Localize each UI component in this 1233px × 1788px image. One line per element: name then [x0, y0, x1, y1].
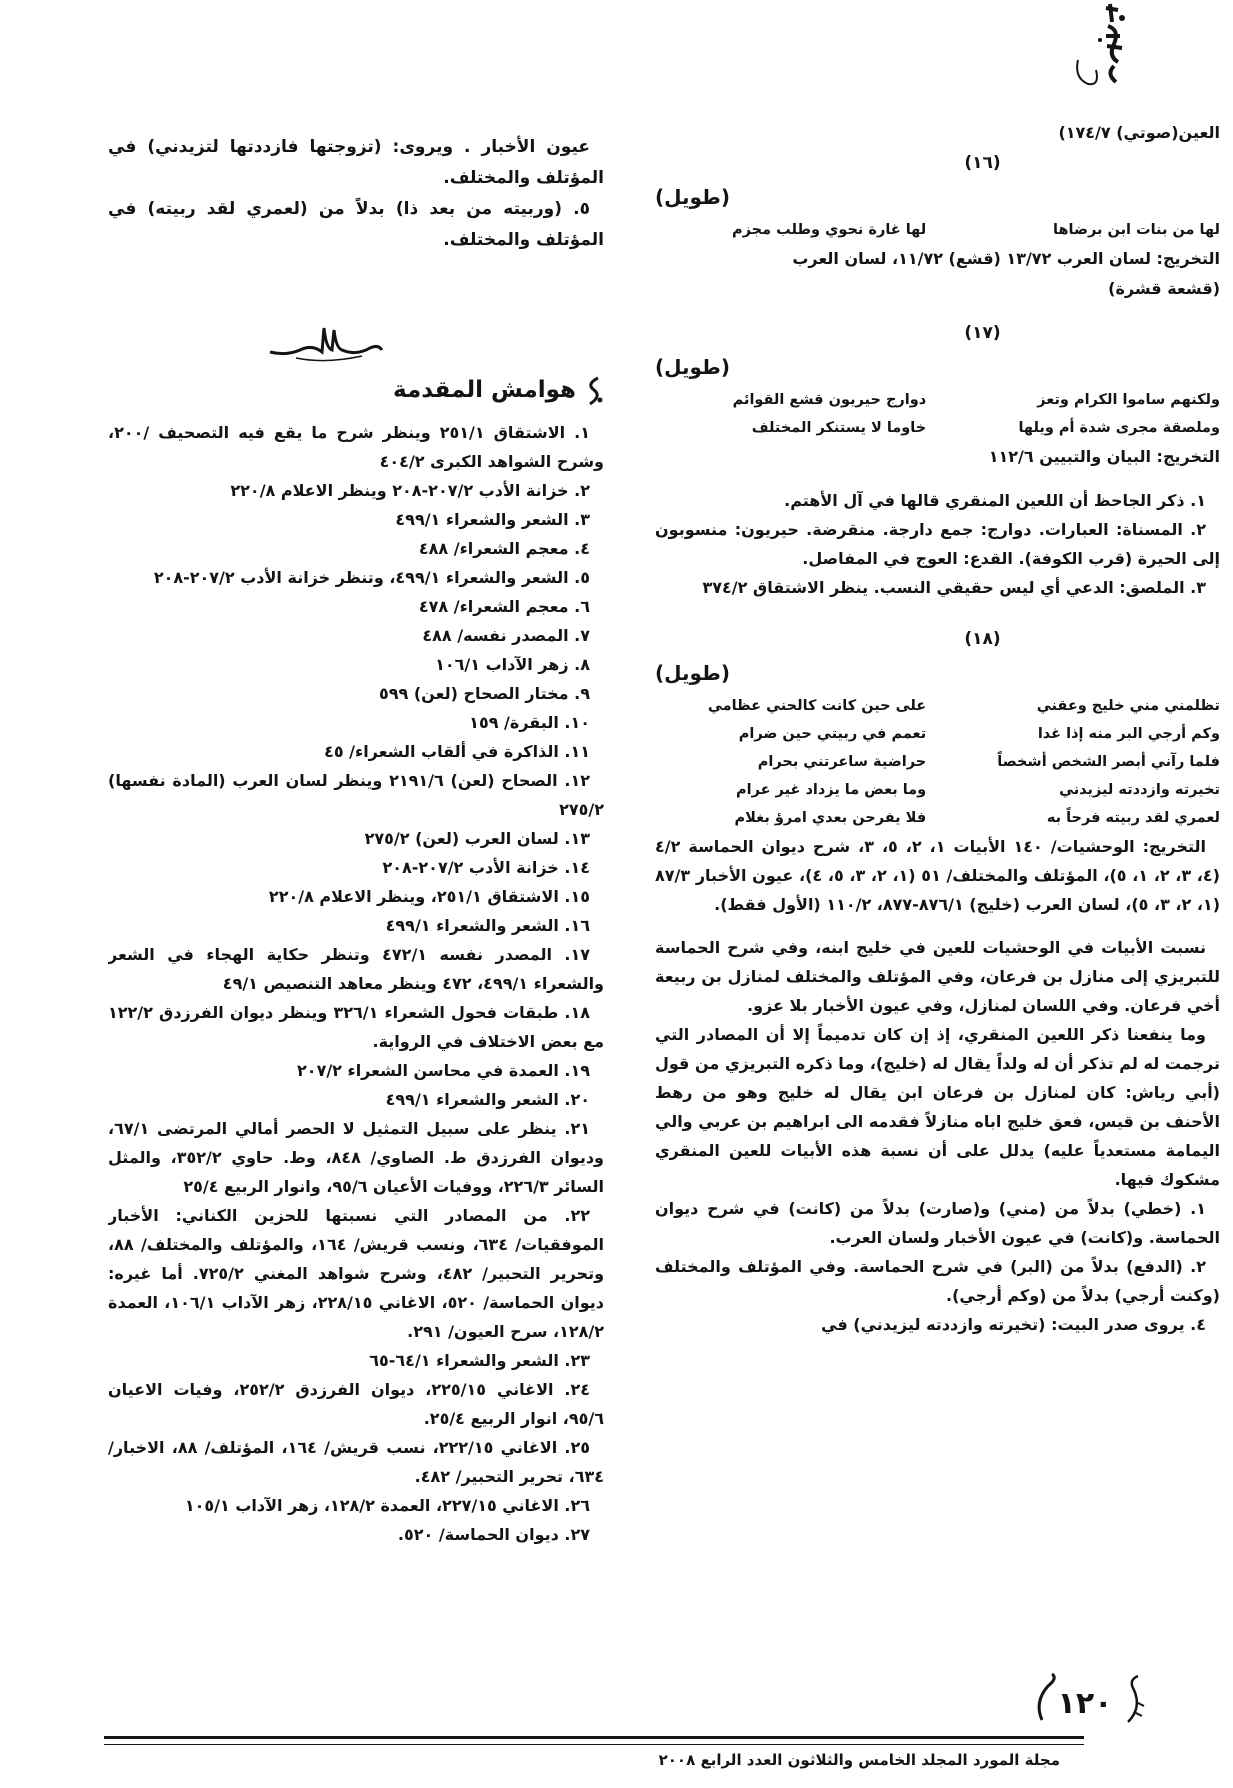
footnote: ٨. زهر الآداب ١٠٦/١	[435, 655, 590, 674]
verse-first-hemistich: تظلمني مني خليج وعقني	[1036, 698, 1220, 714]
poem-note: ١. ذكر الجاحظ أن اللعين المنقري قالها في آل الأهتم.	[784, 491, 1206, 510]
footnote: ٢٢. من المصادر التي نسبتها للحزين الكناني: الأخبار الموفقيات/ ٦٣٤، ونسب قريش/ ١٦٤، والمؤتلف والمختلف/ ٨٨، وتحرير التحبير/ ٤٨٢، وشرح شواهد المغني ٧٢٥/٢. أما غيره: ديوان الحماسة/ ٥٢٠، الاغاني ٢٢٨/١٥، زهر الآداب ١٠٦/١، العمدة ١٢٨/٢، سرح العيون/ ٢٩١.	[108, 1206, 604, 1341]
poem-number: (١٦)	[964, 153, 1001, 173]
continued-note: ٥. (وربيته من بعد ذا) بدلاً من (لعمري لقد ربيته) في المؤتلف والمختلف.	[108, 199, 604, 250]
footnote: ٥. الشعر والشعراء ٤٩٩/١، وتنظر خزانة الأدب ٢٠٧/٢-٢٠٨	[153, 568, 590, 587]
poem-meter: (طويل)	[655, 661, 731, 685]
verse-second-hemistich: على حين كانت كالحني عظامي	[707, 698, 927, 714]
verse-line	[655, 720, 1220, 748]
poem-note: ٣. الملصق: الدعي أي ليس حقيقي النسب. ينظر الاشتقاق ٣٧٤/٢	[702, 578, 1206, 597]
commentary-paragraph: وما ينفعنا ذكر اللعين المنقري، إذ إن كان تدميماً إلا أن المصادر التي ترجمت له لم تذكر أن له ولداً يقال له (خليج)، وما ذكره التبريزي من قول (أبي رياش: كان لمنازل بن فرعان ابن يقال له خليج وهو من رهط الأحنف بن قيس، فعق خليج اباه منازلاً فقدمه الى ابراهيم بن عربي والي اليمامة مستعدياً عليه) يدلل على أن نسبة هذه الأبيات للعين المنقري مشكوك فيها.	[655, 1025, 1220, 1189]
footnote: ٢١. ينظر على سبيل التمثيل لا الحصر أمالي المرتضى ٦٧/١، وديوان الفرزدق ط. الصاوي/ ٨٤٨، وط. حاوي ٣٥٢/٢، والمثل السائر ٢٢٦/٣، ووفيات الأعيان ٩٥/٦، وانوار الربيع ٢٥/٤	[108, 1119, 604, 1196]
footnote: ٦. معجم الشعراء/ ٤٧٨	[418, 597, 590, 616]
footnote: ٢٥. الاغاني ٢٢٢/١٥، نسب قريش/ ١٦٤، المؤتلف/ ٨٨، الاخبار/ ٦٣٤، تحرير التحبير/ ٤٨٢.	[108, 1438, 604, 1486]
poem-meter: (طويل)	[655, 355, 731, 379]
right-column	[655, 118, 1220, 1648]
verse-second-hemistich: خاوما لا يستنكر المختلف	[751, 420, 927, 436]
verse-line	[655, 748, 1220, 776]
verse-second-hemistich: حراضية ساعرتني بحرام	[757, 754, 927, 770]
takhrij-text: التخريج: البيان والتبيين ١١٢/٦	[988, 447, 1220, 466]
verse-first-hemistich: وملصقة مجرى شدة أم ويلها	[1018, 420, 1220, 436]
takhrij-text: التخريج: لسان العرب ١٣/٧٢ (قشع) ١١/٧٢، لسان العرب	[792, 249, 1220, 268]
footnote: ١٧. المصدر نفسه ٤٧٢/١ وتنظر حكاية الهجاء في الشعر والشعراء ٤٩٩/١، ٤٧٢ وينظر معاهد التنصيص ٤٩/١	[108, 945, 604, 993]
commentary-paragraph: نسبت الأبيات في الوحشيات للعين في خليج ابنه، وفي شرح الحماسة للتبريزي إلى منازل بن فرعان، وفي المؤتلف والمختلف لمنازل بن ربيعة أخي فرعان. وفي اللسان لمنازل، وفي عيون الأخبار بلا عزو.	[655, 938, 1220, 1015]
footnote: ٢٧. ديوان الحماسة/ ٥٢٠.	[397, 1525, 590, 1544]
verse-second-hemistich: تعمم في ربيتي حين ضرام	[738, 726, 927, 742]
verse-first-hemistich: فلما رآني أبصر الشخص أشخصاً	[997, 754, 1220, 770]
verse-second-hemistich: لها غارة نحوي وطلب مجزم	[731, 222, 927, 238]
footnote: ١٨. طبقات فحول الشعراء ٣٢٦/١ وينظر ديوان الفرزدق ١٢٢/٢ مع بعض الاختلاف في الرواية.	[108, 1003, 604, 1051]
verse-line	[655, 776, 1220, 804]
verse-line	[655, 386, 1220, 414]
source-reference: العين(صوتي) ١٧٤/٧)	[1058, 123, 1220, 142]
footnote: ٢. خزانة الأدب ٢٠٧/٢-٢٠٨ وينظر الاعلام ٢٢٠/٨	[230, 481, 590, 500]
footnote: ١٤. خزانة الأدب ٢٠٧/٢-٢٠٨	[382, 858, 590, 877]
poem-note: ٢. المسناة: العبارات. دوارج: جمع دارجة. منقرضة. حيريون: منسوبون إلى الحيرة (قرب الكوفة). القدع: العوج في المفاصل.	[655, 520, 1220, 568]
journal-footer: مجلة المورد المجلد الخامس والثلاثون العدد الرابع ٢٠٠٨	[658, 1751, 1060, 1769]
footnote: ١١. الذاكرة في ألقاب الشعراء/ ٤٥	[324, 742, 590, 761]
footnote: ١٩. العمدة في محاسن الشعراء ٢٠٧/٢	[297, 1061, 590, 1080]
footnote: ٢٦. الاغاني ٢٢٧/١٥، العمدة ١٢٨/٢، زهر الآداب ١٠٥/١	[184, 1496, 590, 1515]
verse-second-hemistich: فلا يفرحن بعدي امرؤ بغلام	[734, 810, 927, 826]
footer-rule	[104, 1736, 1084, 1745]
poem-note: ٢. (الدفع) بدلاً من (البر) في شرح الحماسة. وفي المؤتلف والمختلف (وكنت أرجي) بدلاً من (وكم أرجي).	[655, 1257, 1220, 1305]
footnotes-heading	[108, 370, 604, 410]
page-number: ١٢٠	[1057, 1686, 1113, 1721]
poem-17	[655, 318, 1220, 602]
verse-line	[655, 804, 1220, 832]
footnote: ٤. معجم الشعراء/ ٤٨٨	[418, 539, 590, 558]
verse-second-hemistich: وما بعض ما يزداد غير عرام	[735, 782, 927, 798]
footnotes-list	[108, 418, 604, 1648]
poem-meter: (طويل)	[655, 185, 731, 209]
top-corner-ornament-icon	[1070, 0, 1140, 105]
poem-number: (١٨)	[964, 629, 1001, 649]
heading-flourish-icon	[582, 376, 604, 406]
takhrij-text: التخريج: الوحشيات/ ١٤٠ الأبيات ١، ٢، ٥، ٣، شرح ديوان الحماسة ٤/٢ (٤، ٣، ٢، ١، ٥)، المؤتلف والمختلف/ ٥١ (١، ٢، ٣، ٥، ٤)، عيون الأخبار ٨٧/٣ (١، ٢، ٣، ٥)، لسان العرب (خليج) ٨٧٦/١-٨٧٧، ١١٠/٢ (الأول فقط).	[655, 837, 1220, 914]
footnote: ١٣. لسان العرب (لعن) ٢٧٥/٢	[364, 829, 590, 848]
verse-line	[655, 692, 1220, 720]
poem-16	[655, 148, 1220, 304]
section-divider-ornament-icon	[266, 322, 386, 366]
footnote: ٢٤. الاغاني ٢٢٥/١٥، ديوان الفرزدق ٢٥٢/٢، وفيات الاعيان ٩٥/٦، انوار الربيع ٢٥/٤.	[108, 1380, 604, 1428]
gloss-text: (قشعة قشرة)	[1108, 279, 1220, 298]
footnote: ٩. مختار الصحاح (لعن) ٥٩٩	[379, 684, 590, 703]
verse-line	[655, 216, 1220, 244]
verse-first-hemistich: لها من بنات ابن برضاها	[1053, 222, 1220, 238]
verse-first-hemistich: وكم أرجي البر منه إذا غدا	[1037, 726, 1220, 742]
heading-text: هوامش المقدمة	[393, 377, 576, 403]
verse-line	[655, 414, 1220, 442]
verse-first-hemistich: تخيرته وازددته ليزيدني	[1059, 782, 1220, 798]
left-column-continued-notes	[108, 132, 604, 256]
poem-note: ١. (خطي) بدلاً من (مني) و(صارت) بدلاً من (كانت) في شرح ديوان الحماسة. و(كانت) في عيون الأخبار ولسان العرب.	[655, 1199, 1220, 1247]
verse-first-hemistich: ولكنهم ساموا الكرام وتعز	[1037, 392, 1220, 408]
footnote: ٣. الشعر والشعراء ٤٩٩/١	[395, 510, 590, 529]
poem-18	[655, 624, 1220, 1339]
poem-number: (١٧)	[964, 323, 1001, 343]
footnote: ١٥. الاشتقاق ٢٥١/١، وينظر الاعلام ٢٢٠/٨	[268, 887, 590, 906]
footnote: ١٠. البقرة/ ١٥٩	[469, 713, 590, 732]
footnote: ٢٠. الشعر والشعراء ٤٩٩/١	[385, 1090, 590, 1109]
verse-second-hemistich: دوارج حيريون قشع القوائم	[732, 392, 927, 408]
verse-first-hemistich: لعمري لقد ربيته فرحاً به	[1046, 810, 1220, 826]
continued-note: عيون الأخبار . ويروى: (تزوجتها فازددتها لتزيدني) في المؤتلف والمختلف.	[108, 137, 604, 188]
footnote: ٢٣. الشعر والشعراء ٦٤/١-٦٥	[369, 1351, 590, 1370]
footnote: ١. الاشتقاق ٢٥١/١ وينظر شرح ما يقع فيه التصحيف /٢٠٠، وشرح الشواهد الكبرى ٤٠٤/٢	[108, 423, 604, 471]
footnote: ٧. المصدر نفسه/ ٤٨٨	[422, 626, 590, 645]
footnote: ١٦. الشعر والشعراء ٤٩٩/١	[385, 916, 590, 935]
footnote: ١٢. الصحاح (لعن) ٢١٩١/٦ وينظر لسان العرب (المادة نفسها) ٢٧٥/٢	[108, 771, 604, 819]
poem-note: ٤. يروى صدر البيت: (تخيرته وازددته ليزيدني) في	[821, 1315, 1206, 1334]
